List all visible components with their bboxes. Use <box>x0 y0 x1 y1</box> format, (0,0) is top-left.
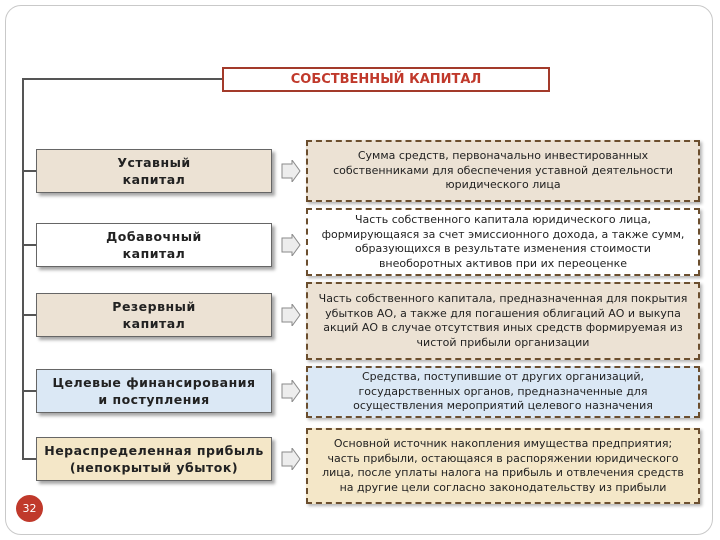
description-box <box>306 140 700 202</box>
description-box <box>306 208 700 276</box>
category-box <box>36 293 272 337</box>
description-text: Сумма средств, первоначально инвестированных собственниками для обеспечения уставной деятельности юридического лица <box>333 149 673 192</box>
category-box <box>36 149 272 193</box>
connector-branch-1 <box>22 170 36 172</box>
category-label: Нераспределенная прибыль (непокрытый убыток) <box>44 443 264 475</box>
page-number-badge <box>16 495 43 522</box>
connector-branch-5 <box>22 458 36 460</box>
category-label: Добавочный капитал <box>106 229 202 261</box>
category-box <box>36 437 272 481</box>
category-label: Уставный капитал <box>117 155 191 187</box>
description-text: Основной источник накопления имущества предприятия; часть прибыли, остающаяся в распоряжении юридического лица, после уплаты налога на прибыль и отвлечения средств на другие цели согласно законодательству из прибыли <box>322 437 684 494</box>
category-box <box>36 369 272 413</box>
connector-branch-2 <box>22 244 36 246</box>
arrow-right-icon <box>281 448 301 470</box>
description-box <box>306 282 700 360</box>
description-text: Часть собственного капитала, предназначенная для покрытия убытков АО, а также для погашения облигаций АО и выкупа акций АО в случае отсутствия иных средств формируемая из чистой прибыли организации <box>318 292 688 349</box>
arrow-right-icon <box>281 304 301 326</box>
connector-branch-4 <box>22 390 36 392</box>
category-box <box>36 223 272 267</box>
description-box <box>306 366 700 418</box>
arrow-right-icon <box>281 160 301 182</box>
connector-branch-3 <box>22 314 36 316</box>
arrow-right-icon <box>281 234 301 256</box>
description-text: Часть собственного капитала юридического лица, формирующаяся за счет эмиссионного дохода, а также сумм, образующихся в результате изменения стоимости внеоборотных активов при их переоценке <box>321 213 685 270</box>
connector-trunk <box>22 78 24 459</box>
arrow-right-icon <box>281 380 301 402</box>
description-box <box>306 428 700 504</box>
category-label: Целевые финансирования и поступления <box>52 375 256 407</box>
page-number: 32 <box>22 502 37 515</box>
category-label: Резервный капитал <box>112 299 196 331</box>
connector-top <box>22 78 222 80</box>
description-text: Средства, поступившие от других организаций, государственных органов, предназначенные для осуществления мероприятий целевого назначения <box>353 370 653 413</box>
diagram-title: СОБСТВЕННЫЙ КАПИТАЛ <box>222 67 550 92</box>
